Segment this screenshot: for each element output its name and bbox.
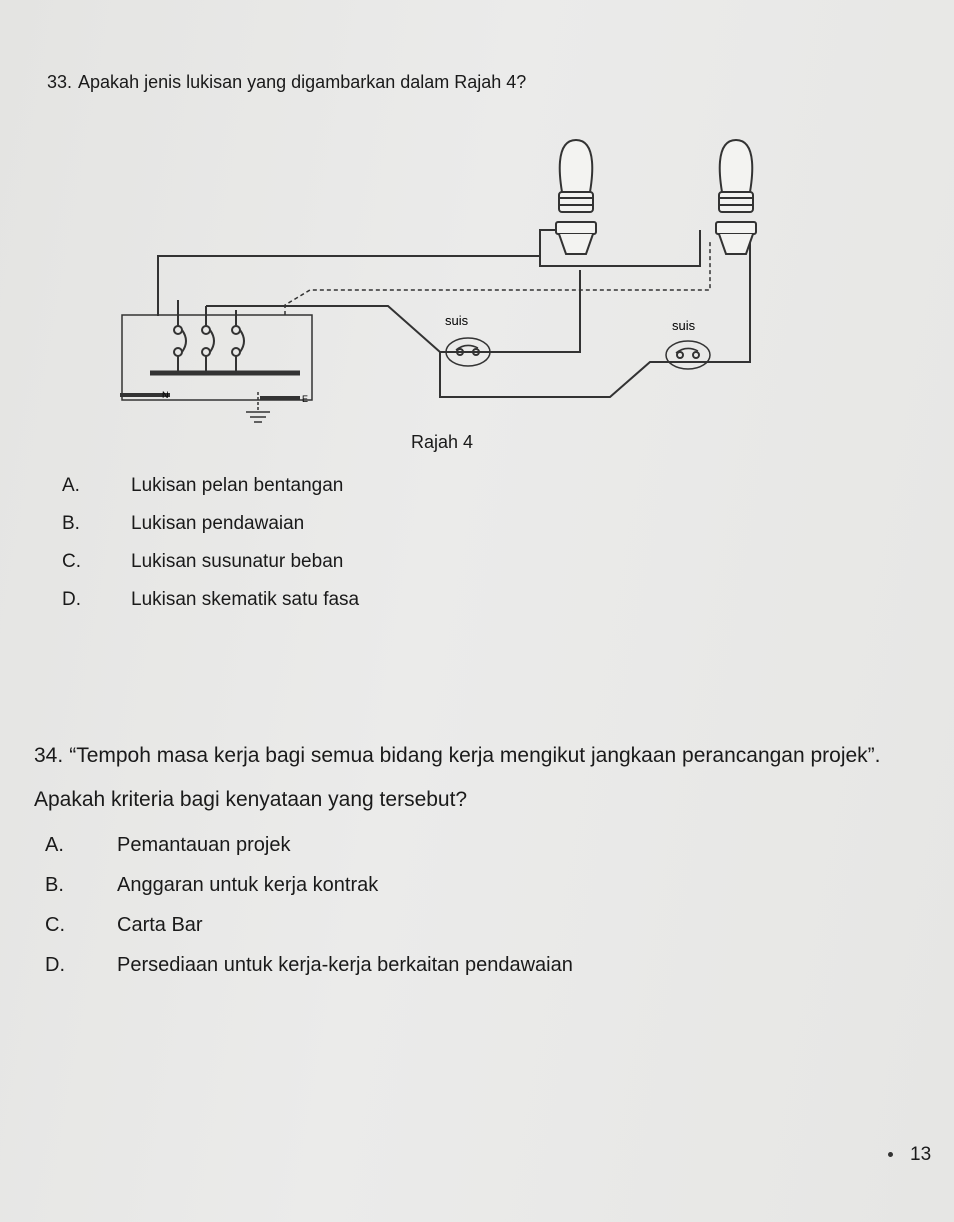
earth-label: E (302, 394, 309, 404)
question-34-text: “Tempoh masa kerja bagi semua bidang kerja mengikut jangkaan perancangan projek”. Apakah kriteria bagi kenyataan yang tersebut? (34, 744, 881, 811)
wiring-diagram (110, 130, 790, 430)
option-text: Lukisan susunatur beban (131, 551, 344, 572)
option-text: Anggaran untuk kerja kontrak (117, 874, 379, 896)
lamp-1 (556, 140, 596, 254)
switch-1-label: suis (445, 313, 469, 328)
option-letter: A. (45, 834, 64, 856)
option-text: Carta Bar (117, 914, 203, 936)
question-34-number: 34. (34, 744, 64, 767)
option-text: Pemantauan projek (117, 834, 291, 856)
option-letter: B. (45, 874, 64, 896)
option-letter: C. (45, 914, 65, 936)
question-33-number: 33. (47, 72, 73, 92)
question-33-text: Apakah jenis lukisan yang digambarkan dalam Rajah 4? (78, 72, 527, 92)
switch-2-label: suis (672, 318, 696, 333)
option-letter: D. (62, 589, 81, 610)
question-34-stem (34, 734, 914, 822)
option-letter: C. (62, 551, 81, 572)
option-text: Persediaan untuk kerja-kerja berkaitan pendawaian (117, 954, 573, 976)
neutral-label: N (162, 390, 169, 400)
option-letter: B. (62, 513, 80, 534)
option-text: Lukisan pendawaian (131, 513, 305, 534)
breaker-symbols (174, 300, 244, 373)
option-text: Lukisan skematik satu fasa (131, 589, 360, 610)
switch-2 (666, 341, 710, 369)
option-letter: A. (62, 475, 80, 496)
option-text: Lukisan pelan bentangan (131, 475, 344, 496)
bullet-dot (888, 1152, 893, 1157)
page-number: 13 (910, 1144, 932, 1165)
option-letter: D. (45, 954, 65, 976)
lamp-2 (716, 140, 756, 254)
figure-caption: Rajah 4 (411, 432, 474, 452)
wire-main (158, 230, 700, 316)
distribution-board (122, 315, 312, 400)
question-33-stem (47, 72, 526, 93)
